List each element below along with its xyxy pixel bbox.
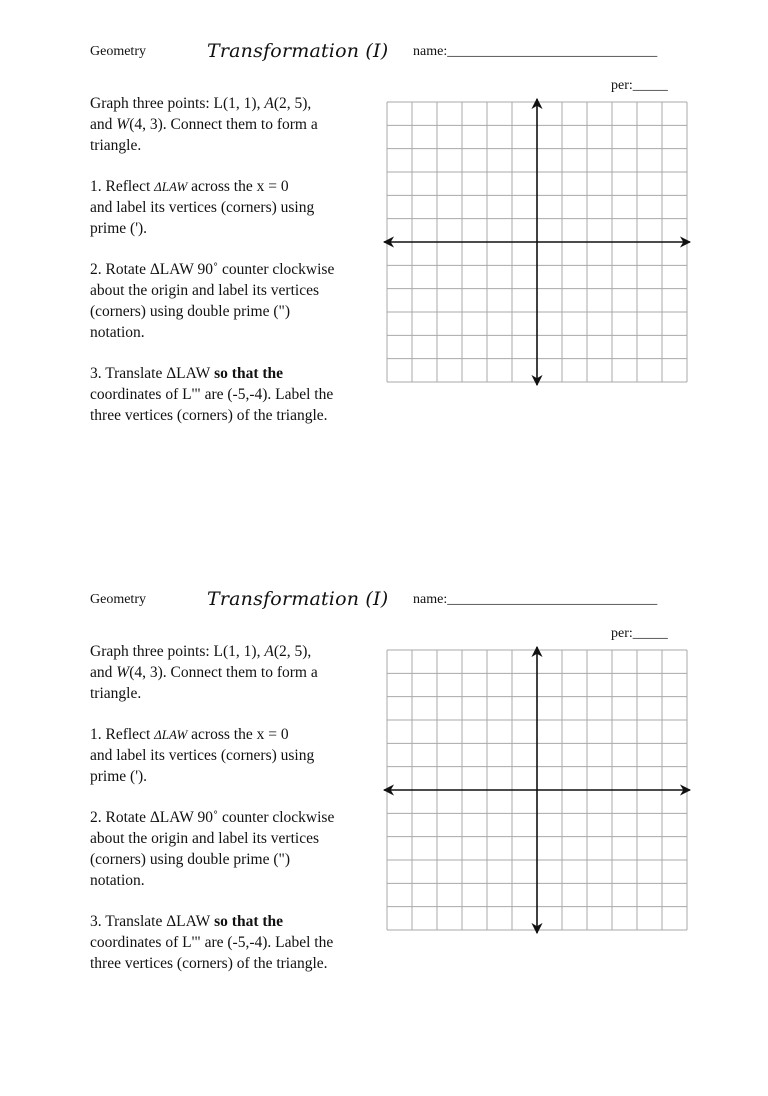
intro-text: triangle. [90,137,142,154]
point-w-label: W [116,664,130,681]
step-text-bold: so that the [210,913,284,930]
step-text: 2. Rotate [90,261,150,278]
instructions [90,641,380,994]
step-text: coordinates of L'" are (-5,-4). Label the [90,386,334,403]
step-text: about the origin and label its vertices [90,282,319,299]
name-blank: ______________________________ [447,44,658,59]
intro-text: triangle. [90,685,142,702]
intro-paragraph [90,641,380,704]
period-label: per: [611,78,633,93]
intro-text: and [90,116,117,133]
intro-text: (4, 3). Connect them to form a [129,116,318,133]
period-blank: _____ [632,78,668,93]
step-text: (corners) using double prime (") [90,851,291,868]
worksheet-bottom [0,548,768,1096]
intro-text: and [90,664,117,681]
intro-text: (2, 5), [273,643,312,660]
period-field [611,78,668,94]
name-label: name: [413,44,448,59]
step-text: coordinates of L'" are (-5,-4). Label the [90,934,334,951]
step-1 [90,724,380,787]
step-text: prime ('). [90,768,148,785]
subject-label: Geometry [90,44,146,59]
period-field [611,626,668,642]
triangle-symbol: ΔLAW [154,727,188,742]
period-blank: _____ [632,626,668,641]
point-a-label: A [264,643,274,660]
step-text: and label its vertices (corners) using [90,747,315,764]
coordinate-grid [383,646,691,934]
step-text: notation. [90,324,145,341]
step-text: 3. Translate [90,365,167,382]
step-text: 2. Rotate [90,809,150,826]
step-text: (corners) using double prime (") [90,303,291,320]
step-text: 90˚ counter clockwise [193,809,335,826]
step-3 [90,363,380,426]
instructions [90,93,380,446]
intro-text: (2, 5), [273,95,312,112]
intro-paragraph [90,93,380,156]
point-a-label: A [264,95,274,112]
step-text: 1. Reflect [90,178,155,195]
triangle-symbol: ΔLAW [166,365,211,382]
triangle-symbol: ΔLAW [149,261,194,278]
step-text: and label its vertices (corners) using [90,199,315,216]
step-text: three vertices (corners) of the triangle. [90,955,328,972]
name-label: name: [413,592,448,607]
worksheet-title: Transformation (I) [207,588,389,610]
step-text: 1. Reflect [90,726,155,743]
name-field [413,44,657,60]
subject-label: Geometry [90,592,146,607]
step-2 [90,807,380,891]
step-1 [90,176,380,239]
period-label: per: [611,626,633,641]
step-text: about the origin and label its vertices [90,830,319,847]
point-w-label: W [116,116,130,133]
intro-text: Graph three points: L(1, 1), [90,95,265,112]
step-text-bold: so that the [210,365,284,382]
triangle-symbol: ΔLAW [149,809,194,826]
intro-text: Graph three points: L(1, 1), [90,643,265,660]
step-text: across the x = 0 [187,726,289,743]
coordinate-grid [383,98,691,386]
worksheet-title: Transformation (I) [207,40,389,62]
step-3 [90,911,380,974]
step-text: across the x = 0 [187,178,289,195]
step-2 [90,259,380,343]
step-text: 90˚ counter clockwise [193,261,335,278]
name-blank: ______________________________ [447,592,658,607]
intro-text: (4, 3). Connect them to form a [129,664,318,681]
step-text: three vertices (corners) of the triangle. [90,407,328,424]
name-field [413,592,657,608]
step-text: prime ('). [90,220,148,237]
triangle-symbol: ΔLAW [166,913,211,930]
step-text: notation. [90,872,145,889]
step-text: 3. Translate [90,913,167,930]
triangle-symbol: ΔLAW [154,179,188,194]
